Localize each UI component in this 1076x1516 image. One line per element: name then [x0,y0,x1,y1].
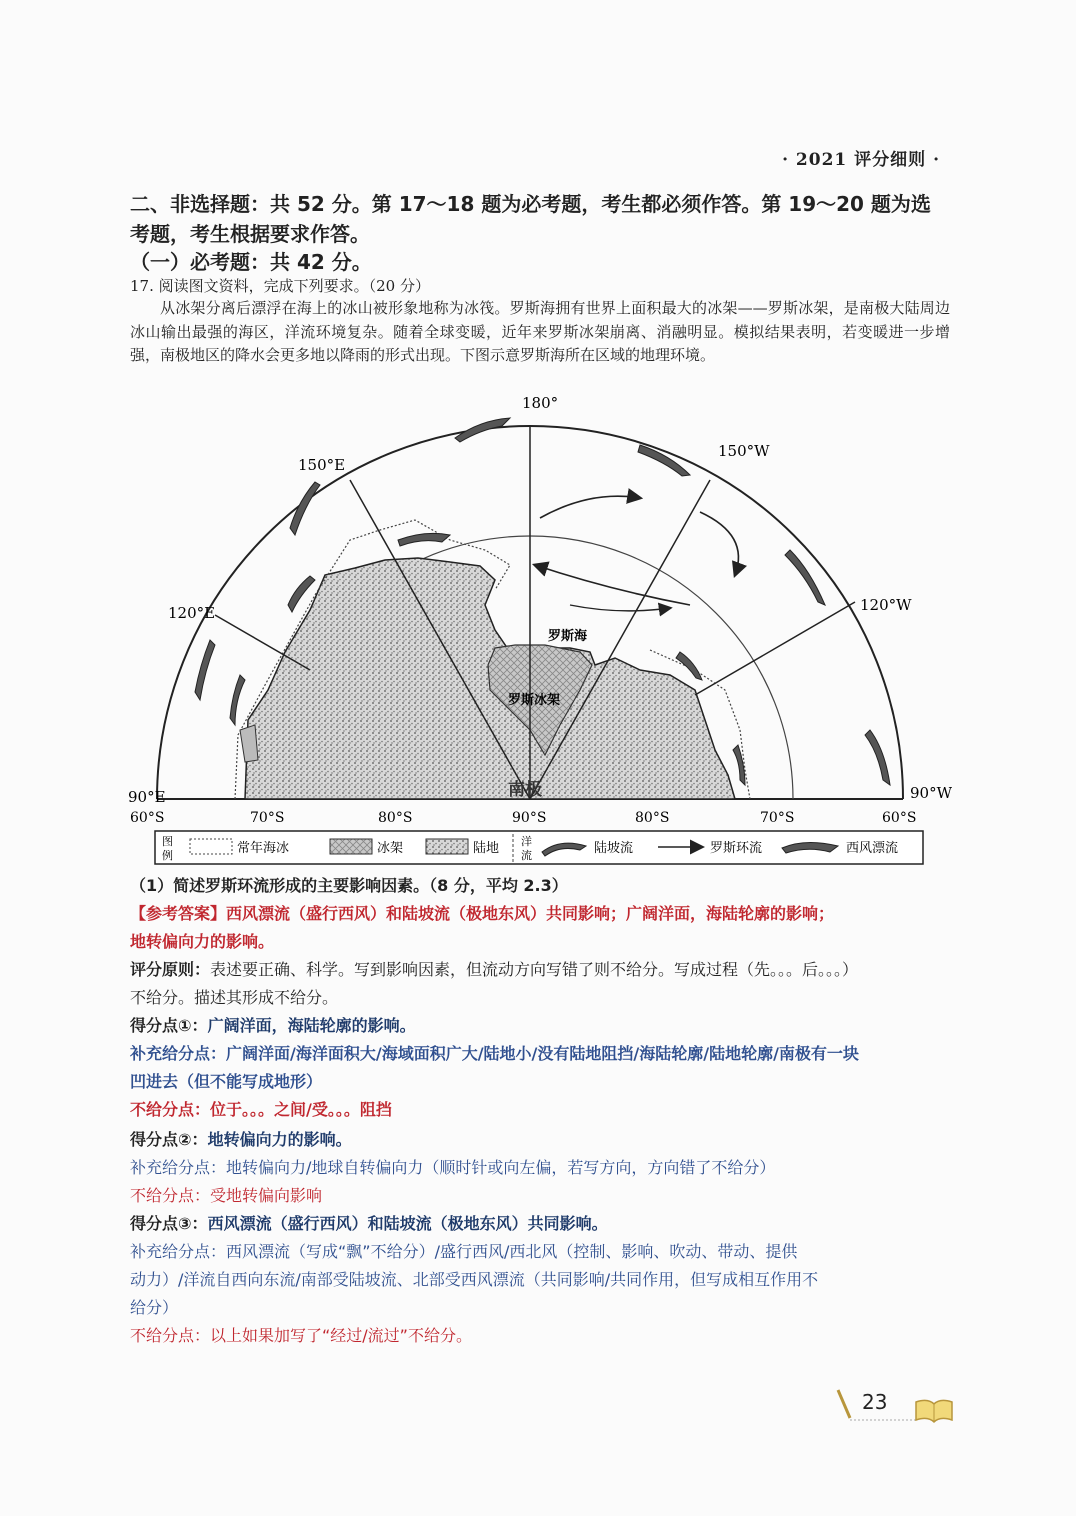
lon-150w: 150°W [718,442,770,460]
subsection-title: （一）必考题：共 42 分。 [130,250,372,274]
lon-90w: 90°W [910,784,953,802]
section-title-line2: 考题，考生根据要求作答。 [130,222,370,246]
legend-ross-gyre: 罗斯环流 [710,841,763,856]
lon-180: 180° [522,394,559,412]
lat-80s-left: 80°S [378,810,413,826]
legend-slope-current: 陆坡流 [594,841,634,856]
lat-90s: 90°S [512,810,547,826]
legend-sea-ice: 常年海冰 [237,841,290,856]
lat-70s-left: 70°S [250,810,285,826]
scoring-point-2-extra: 补充给分点：地转偏向力/地球自转偏向力（顺时针或向左偏，若写方向，方向错了不给分） [130,1158,776,1177]
legend-land: 陆地 [473,841,500,856]
reference-answer-line1: 【参考答案】西风漂流（盛行西风）和陆坡流（极地东风）共同影响；广阔洋面，海陆轮廓的影响； [130,904,835,923]
question-17: 17. 阅读图文资料，完成下列要求。（20 分） [130,277,430,295]
svg-text:图: 图 [162,835,173,848]
scoring-point-1: 得分点①：广阔洋面，海陆轮廓的影响。 [130,1016,416,1035]
scoring-point-3-extra-line1: 补充给分点：西风漂流（写成“飘”不给分）/盛行西风/西北风（控制、影响、吹动、带动、提供 [130,1242,798,1261]
lon-120w: 120°W [860,596,912,614]
ross-sea-label: 罗斯海 [548,629,588,644]
lon-150e: 150°E [298,456,346,474]
svg-text:例: 例 [162,849,173,862]
scoring-point-3-extra-line2: 动力）/洋流自西向东流/南部受陆坡流、北部受西风漂流（共同影响/共同作用，但写成相互作用不 [130,1270,819,1289]
scoring-point-2: 得分点②：地转偏向力的影响。 [130,1130,352,1149]
scoring-point-1-extra-line1: 补充给分点：广阔洋面/海洋面积大/海域面积广大/陆地小/没有陆地阻挡/海陆轮廓/陆地轮廓/南极有一块 [130,1044,859,1063]
scoring-point-3: 得分点③：西风漂流（盛行西风）和陆坡流（极地东风）共同影响。 [130,1214,608,1233]
book-icon [836,1388,956,1428]
page-header: · 2021 评分细则 · [782,150,940,170]
south-pole-label: 南极 [508,780,542,800]
scoring-point-3-no: 不给分点：以上如果加写了“经过/流过”不给分。 [130,1326,472,1345]
sub-question-1: （1）简述罗斯环流形成的主要影响因素。（8 分，平均 2.3） [130,876,568,895]
ross-sea-map [128,390,953,870]
page-number: 23 [862,1390,888,1414]
svg-text:流: 流 [521,849,532,862]
lat-60s-right: 60°S [882,810,917,826]
lon-120e: 120°E [168,604,216,622]
scoring-point-3-extra-line3: 给分） [130,1298,179,1317]
map-legend [155,831,923,864]
lat-60s-left: 60°S [130,810,165,826]
scoring-principle-line2: 不给分。描述其形成不给分。 [130,988,339,1007]
legend-west-wind-drift: 西风漂流 [846,841,899,856]
scoring-point-1-no: 不给分点：位于。。。之间/受。。。阻挡 [130,1100,392,1119]
lat-70s-right: 70°S [760,810,795,826]
scoring-point-2-no: 不给分点：受地转偏向影响 [130,1186,323,1205]
passage: 从冰架分离后漂浮在海上的冰山被形象地称为冰筏。罗斯海拥有世界上面积最大的冰架——罗斯冰架，是南极大陆周边冰山输出最强的海区，洋流环境复杂。随着全球变暖，近年来罗斯冰架崩离、消融明显。模拟结果表明，若变暖进一步增强，南极地区的降水会更多地以降雨的形式出现。下图示意罗斯海所在区域的地理环境。 [130,299,950,364]
scoring-point-1-extra-line2: 凹进去（但不能写成地形） [130,1072,323,1091]
ross-ice-shelf-label: 罗斯冰架 [508,693,561,708]
svg-text:洋: 洋 [521,835,532,848]
section-title-line1: 二、非选择题：共 52 分。第 17～18 题为必考题，考生都必须作答。第 19～20 题为选 [130,192,931,216]
legend-ice-shelf: 冰架 [377,841,404,856]
lat-80s-right: 80°S [635,810,670,826]
scoring-principle-line1: 评分原则：表述要正确、科学。写到影响因素，但流动方向写错了则不给分。写成过程（先。。。后。。。） [130,960,859,979]
lon-90e: 90°E [128,788,166,806]
reference-answer-line2: 地转偏向力的影响。 [130,932,275,951]
